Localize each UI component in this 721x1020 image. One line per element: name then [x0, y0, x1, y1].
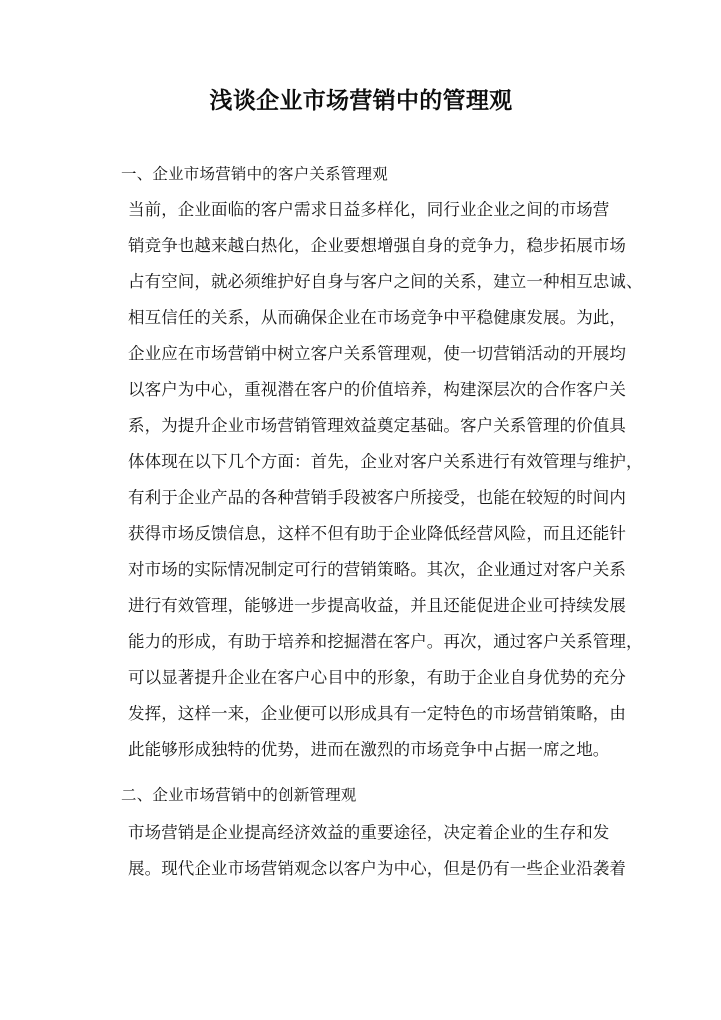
paragraph-line: 有利于企业产品的各种营销手段被客户所接受，也能在较短的时间内	[128, 488, 626, 507]
paragraph-line: 相互信任的关系，从而确保企业在市场竞争中平稳健康发展。为此，	[128, 308, 626, 327]
paragraph-line: 企业应在市场营销中树立客户关系管理观，使一切营销活动的开展均	[128, 344, 626, 363]
paragraph-line: 当前，企业面临的客户需求日益多样化，同行业企业之间的市场营	[128, 200, 610, 219]
paragraph-line: 此能够形成独特的优势，进而在激烈的市场竞争中占据一席之地。	[128, 740, 610, 759]
paragraph-line: 对市场的实际情况制定可行的营销策略。其次，企业通过对客户关系	[128, 560, 626, 579]
page-content-area	[108, 0, 643, 887]
paragraph-line: 能力的形成，有助于培养和挖掘潜在客户。再次，通过客户关系管理，	[128, 632, 643, 651]
section-heading-2: 二、企业市场营销中的创新管理观	[121, 786, 357, 804]
paragraph-line: 系，为提升企业市场营销管理效益奠定基础。客户关系管理的价值具	[128, 416, 626, 435]
paragraph-2	[108, 815, 626, 887]
paragraph-line: 市场营销是企业提高经济效益的重要途径，决定着企业的生存和发	[128, 823, 610, 842]
paragraph-line: 获得市场反馈信息，这样不但有助于企业降低经营风险，而且还能针	[128, 524, 626, 543]
paragraph-line: 销竞争也越来越白热化，企业要想增强自身的竞争力，稳步拓展市场	[128, 236, 626, 255]
paragraph-line: 以客户为中心，重视潜在客户的价值培养，构建深层次的合作客户关	[128, 380, 626, 399]
paragraph-line: 展。现代企业市场营销观念以客户为中心，但是仍有一些企业沿袭着	[128, 859, 626, 878]
paragraph-line: 体体现在以下几个方面：首先，企业对客户关系进行有效管理与维护，	[128, 452, 643, 471]
section-heading-1: 一、企业市场营销中的客户关系管理观	[121, 165, 388, 183]
page-title: 浅谈企业市场营销中的管理观	[209, 87, 513, 114]
paragraph-line: 可以显著提升企业在客户心目中的形象，有助于企业自身优势的充分	[128, 668, 626, 687]
paragraph-line: 发挥，这样一来，企业便可以形成具有一定特色的市场营销策略，由	[128, 704, 626, 723]
paragraph-1	[108, 192, 643, 768]
paragraph-line: 占有空间，就必须维护好自身与客户之间的关系，建立一种相互忠诚、	[128, 272, 643, 291]
paragraph-line: 进行有效管理，能够进一步提高收益，并且还能促进企业可持续发展	[128, 596, 626, 615]
